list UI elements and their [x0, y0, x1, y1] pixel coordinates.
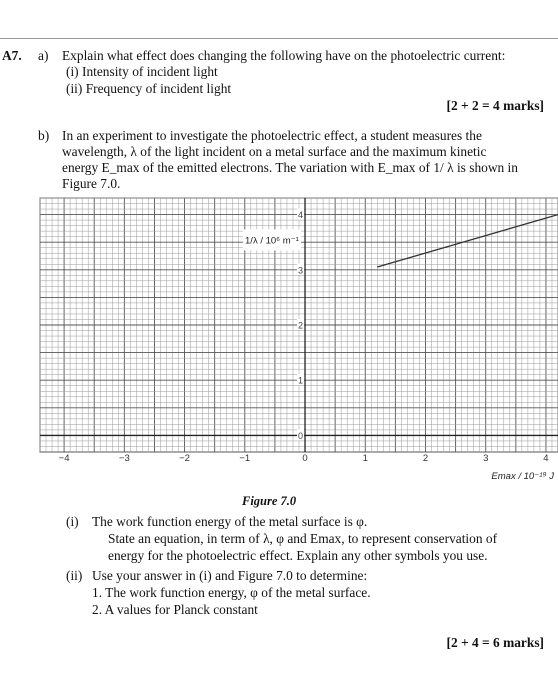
- part-a-item: (ii) Frequency of incident light: [66, 81, 232, 96]
- sub-i-label: (i): [66, 514, 79, 529]
- x-tick-label: 3: [483, 453, 489, 464]
- y-tick-label: 4: [298, 210, 304, 221]
- part-b-marks: [2 + 4 = 6 marks]: [446, 635, 544, 650]
- part-a-item: (i) Intensity of incident light: [66, 64, 218, 79]
- x-tick-label: −2: [179, 453, 190, 464]
- sub-ii-item: 1. The work function energy, φ of the metal surface.: [92, 585, 371, 600]
- x-tick-label: 1: [362, 453, 368, 464]
- sub-i-line: energy for the photoelectric effect. Explain any other symbols you use.: [108, 548, 488, 563]
- part-a-label: a): [38, 48, 49, 63]
- y-tick-label: 3: [298, 265, 304, 276]
- part-a-prompt: Explain what effect does changing the following have on the photoelectric current:: [62, 48, 506, 63]
- x-tick-label: 4: [543, 453, 549, 464]
- question-number: A7.: [2, 48, 22, 63]
- x-tick-label: −3: [118, 453, 130, 464]
- sub-i-line: State an equation, in term of λ, φ and Emax, to represent conservation of: [108, 531, 498, 546]
- y-axis-label: 1/λ / 10⁶ m⁻¹: [245, 235, 299, 247]
- part-b-label: b): [38, 128, 50, 143]
- sub-ii-line: Use your answer in (i) and Figure 7.0 to determine:: [92, 568, 368, 583]
- y-tick-label: 2: [298, 320, 304, 331]
- x-tick-label: −4: [58, 453, 70, 464]
- x-tick-label: 0: [302, 453, 308, 464]
- figure-caption: Figure 7.0: [242, 494, 297, 508]
- sub-ii-label: (ii): [66, 568, 83, 583]
- sub-ii-item: 2. A values for Planck constant: [92, 602, 258, 617]
- x-tick-label: 2: [422, 453, 429, 464]
- x-axis-label: Emax / 10⁻¹⁹ J: [491, 471, 554, 482]
- sub-i-line: The work function energy of the metal surface is φ.: [92, 514, 368, 529]
- part-b-text-line: energy E_max of the emitted electrons. The variation with E_max of 1/ λ is shown in: [62, 160, 518, 175]
- y-tick-label: 0: [298, 430, 304, 441]
- part-b-text-line: Figure 7.0.: [62, 176, 121, 191]
- figure-7-graph: [0, 190, 558, 490]
- x-tick-label: −1: [239, 453, 251, 464]
- part-b-text-line: In an experiment to investigate the photoelectric effect, a student measures the: [62, 128, 482, 143]
- y-tick-label: 1: [298, 375, 304, 386]
- top-rule: [0, 38, 558, 39]
- part-b-text-line: wavelength, λ of the light incident on a metal surface and the maximum kinetic: [62, 144, 487, 159]
- part-a-marks: [2 + 2 = 4 marks]: [446, 98, 544, 113]
